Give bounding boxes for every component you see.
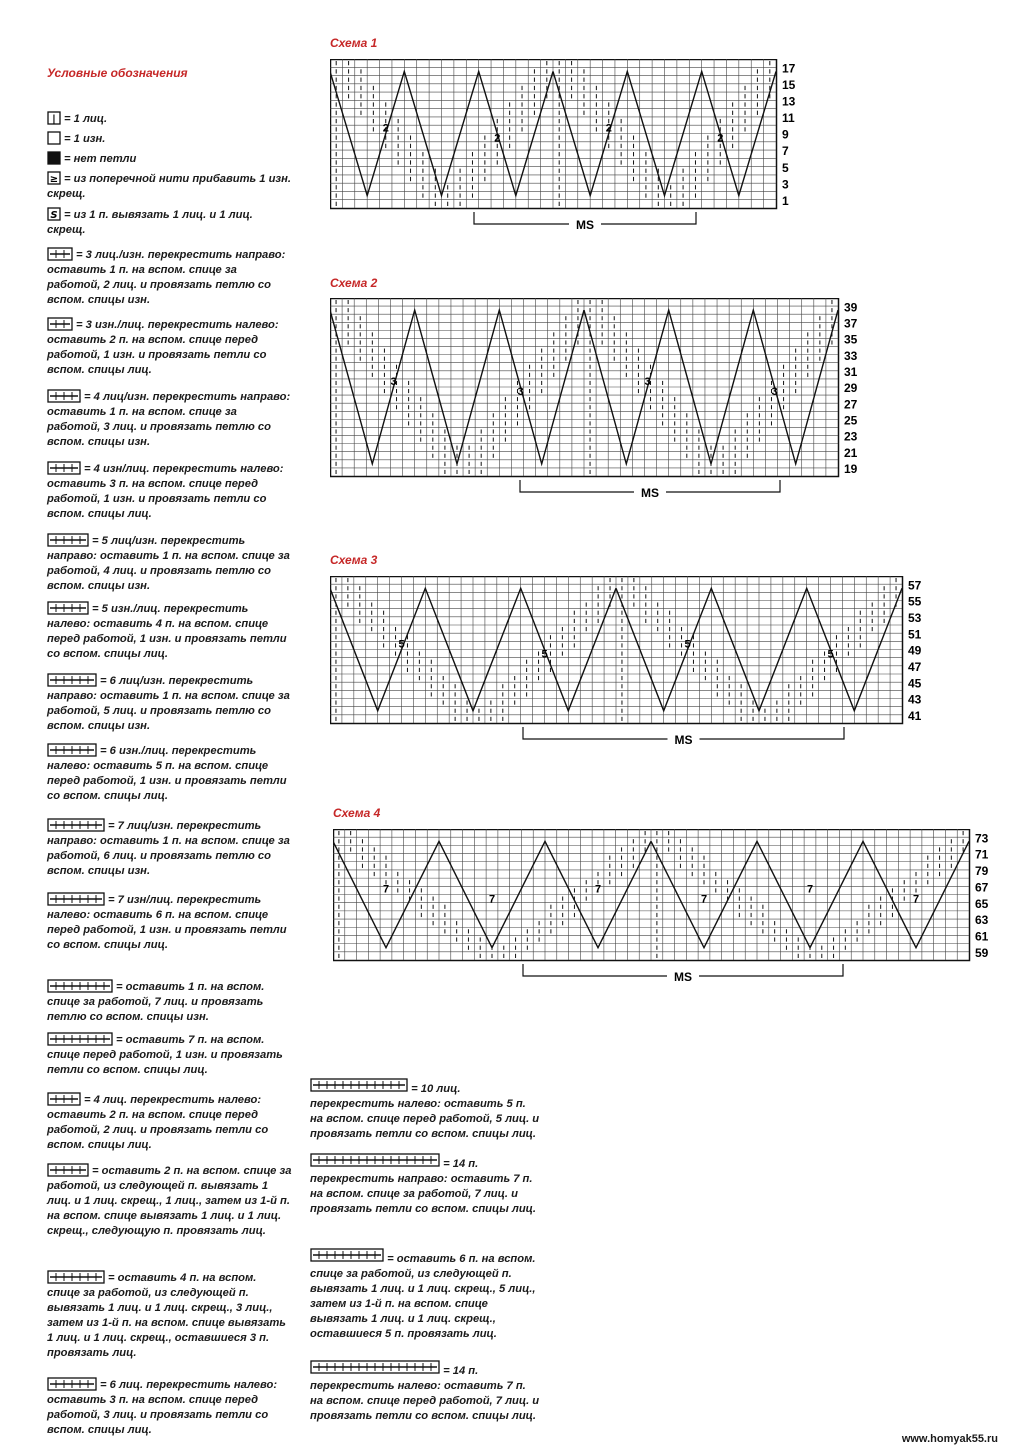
row-number: 27 [844,397,858,412]
row-number: 13 [782,94,796,109]
legend-item-text: = 7 изн/лиц. перекрестить налево: оставить 6 п. на вспом. спице перед работой, 1 изн. и провязать петли со вспом. спицы лиц. [47,894,287,951]
cable-count-label: 3 [517,386,524,398]
legend-item-text: = 4 изн/лиц. перекрестить налево: оставить 3 п. на вспом. спице перед работой, 1 изн. и провязать петли со вспом. спицы лиц. [47,463,284,520]
cross-3-right-icon [47,247,73,261]
legend-item [47,1377,292,1438]
row-number: 25 [844,413,858,428]
legend-item [47,979,292,1025]
legend-item [47,818,292,879]
row-number: 61 [975,929,989,944]
legend-item-text: = 6 лиц/изн. перекрестить направо: оставить 1 п. на вспом. спице за работой, 5 лиц. и провязать петлю со вспом. спицы изн. [47,675,290,732]
row-number: 5 [782,160,789,175]
cable-inc-5-icon [47,1270,105,1284]
row-number: 65 [975,896,989,911]
row-number: 35 [844,332,858,347]
legend-item [47,1163,292,1239]
cable-inc-3-icon [47,1163,89,1177]
row-number: 55 [908,594,922,609]
cross-7-left-icon [47,892,105,906]
legend-item [47,247,292,308]
legend-item-text: = оставить 2 п. на вспом. спице за работой, из следующей п. вывязать 1 лиц. и 1 лиц. скрещ., 1 лиц., затем из 1-й п. на вспом. спице вывязать 1 лиц. и 1 лиц. скрещ., следующую п. провязать лиц. [47,1165,292,1237]
legend-item-text: = оставить 7 п. на вспом. спице перед работой, 1 изн. и провязать петли со вспом. спицы лиц. [47,1034,283,1076]
row-number: 59 [975,945,989,960]
cable-count-label: 7 [912,893,920,906]
row-number: 15 [782,78,796,93]
cable-count-label: 3 [390,376,397,388]
cable-count-label: 2 [605,122,612,135]
row-number: 21 [844,445,858,460]
legend-item [47,317,292,378]
legend-item [310,1360,540,1424]
row-number: 29 [844,381,858,396]
legend-item [47,207,292,238]
row-number: 17 [782,61,796,76]
legend-item [47,131,292,147]
cable-count-label: 5 [827,648,834,661]
cross-7-right-icon [47,818,105,832]
legend-item-text: = 1 лиц. [64,113,108,125]
cable-6-left-icon [47,1377,97,1391]
legend-item [47,743,292,804]
legend-item-text: = 6 лиц. перекрестить налево: оставить 3 п. на вспом. спице перед работой, 3 лиц. и провязать петли со вспом. спицы лиц. [47,1379,278,1436]
legend-item-text: = 10 лиц. перекрестить налево: оставить 5 п. на вспом. спице перед работой, 5 лиц. и провязать петли со вспом. спицы лиц. [310,1083,540,1140]
ms-label: MS [641,486,659,500]
row-number: 41 [908,709,922,724]
chart-frame [334,830,970,961]
row-number: 9 [782,127,789,142]
svg-text:Ѕ: Ѕ [50,210,58,221]
cable-count-label: 7 [806,883,814,896]
legend-title: Условные обозначения [47,66,188,80]
row-number: 43 [908,692,922,707]
row-number: 3 [782,177,789,192]
ms-label: MS [674,733,693,747]
legend-item-text: = 4 лиц. перекрестить налево: оставить 2 п. на вспом. спице перед работой, 2 лиц. и провязать петли со вспом. спицы лиц. [47,1094,269,1151]
cable-count-label: 5 [684,638,691,651]
scheme-3-grid [330,576,962,768]
cross-3-left-icon [47,317,73,331]
legend-item [47,1270,292,1361]
cable-count-label: 2 [382,122,389,135]
row-number: 47 [908,660,922,675]
legend-item-text: = оставить 1 п. на вспом. спице за работой, 7 лиц. и провязать петлю со вспом. спицы изн. [47,981,265,1023]
chart-svg [330,59,836,248]
row-number: 79 [975,864,989,879]
knit-icon [47,111,61,125]
svg-text:≥: ≥ [49,174,59,185]
ms-label: MS [674,970,692,984]
cable-count-label: 3 [771,386,778,398]
legend-item-text: = 4 лиц/изн. перекрестить направо: оставить 1 п. на вспом. спице за работой, 3 лиц. и провязать петлю со вспом. спицы изн. [47,391,291,448]
row-number: 31 [844,365,858,380]
legend-item-text: = 7 лиц/изн. перекрестить направо: оставить 1 п. на вспом. спице за работой, 6 лиц. и провязать петлю со вспом. спицы изн. [47,820,290,877]
legend-item-text: = из поперечной нити прибавить 1 изн. скрещ. [47,173,292,200]
row-number: 53 [908,611,922,626]
cable-count-label: 7 [594,883,602,896]
row-number: 45 [908,676,922,691]
legend-item-text: = 1 изн. [64,133,106,145]
cable-inc-7-icon [310,1253,384,1265]
scheme-2-title: Схема 2 [330,276,378,290]
row-number: 11 [782,111,795,126]
row-number: 57 [908,578,922,593]
legend-item [47,1032,292,1078]
cross-4-left-icon [47,461,81,475]
legend-item [47,389,292,450]
legend-item-text: = 6 изн./лиц. перекрестить налево: оставить 5 п. на вспом. спице перед работой, 1 изн. и провязать петли со вспом. спицы лиц. [47,745,287,802]
chart-frame [331,299,839,477]
row-number: 33 [844,348,858,363]
scheme-3-title: Схема 3 [330,553,378,567]
legend-item-text: = из 1 п. вывязать 1 лиц. и 1 лиц. скрещ. [47,209,253,236]
row-number: 63 [975,913,989,928]
row-number: 23 [844,429,858,444]
legend-item [47,461,292,522]
legend-item [47,601,292,662]
legend-item [47,673,292,734]
svg-text:|: | [52,114,56,125]
cross-8-right-icon [47,979,113,993]
no-stitch-icon [47,151,61,165]
inc-1-1-icon [47,207,61,221]
legend-item-text: = 14 п. перекрестить направо: оставить 7 п. на вспом. спице за работой, 7 лиц. и провязать петли со вспом. спицы лиц. [310,1158,537,1215]
chart-svg [330,298,898,516]
scheme-2-grid [330,298,898,521]
legend-item [47,171,292,202]
legend-item-text: = 3 изн./лиц. перекрестить налево: оставить 2 п. на вспом. спице перед работой, 1 изн. и провязать петли со вспом. спицы лиц. [47,319,279,376]
chart-frame [331,60,777,209]
cable-14-right-icon [310,1158,440,1170]
row-number: 51 [908,627,922,642]
legend-item-text: = 3 лиц./изн. перекрестить направо: оставить 1 п. на вспом. спице за работой, 2 лиц. и провязать петлю со вспом. спицы изн. [47,249,286,306]
cross-6-right-icon [47,673,97,687]
chart-svg [330,576,962,763]
row-number: 39 [844,300,858,315]
cable-count-label: 3 [644,376,651,388]
cable-10-left-icon [310,1083,408,1095]
legend-item-text: = 5 изн./лиц. перекрестить налево: оставить 4 п. на вспом. спице перед работой, 1 изн. и провязать петли со вспом. спицы лиц. [47,603,287,660]
cable-count-label: 2 [717,132,724,145]
cable-count-label: 7 [700,893,708,906]
row-number: 19 [844,462,858,477]
legend-item [310,1078,540,1142]
row-number: 67 [975,880,989,895]
scheme-1-grid [330,59,836,253]
cable-count-label: 7 [382,883,390,896]
scheme-4-grid [333,829,1010,1005]
legend-item [47,151,292,167]
row-number: 71 [975,847,989,862]
chart-svg [333,829,1010,1000]
legend-item [47,892,292,953]
cable-count-label: 5 [398,638,405,651]
legend-item-text: = 5 лиц/изн. перекрестить направо: оставить 1 п. на вспом. спице за работой, 4 лиц. и провязать петлю со вспом. спицы изн. [47,535,290,592]
legend-item-text: = оставить 6 п. на вспом. спице за работой, из следующей п. вывязать 1 лиц. и 1 лиц. скрещ., 5 лиц., затем из 1-й п. на вспом. спице вывязать 1 лиц. и 1 лиц. скрещ., оставшиеся 5 п. провязать лиц. [310,1253,536,1340]
watermark: www.homyak55.ru [901,1433,998,1445]
legend-item [47,1092,292,1153]
cross-5-right-icon [47,533,89,547]
cross-4-right-icon [47,389,81,403]
row-number: 37 [844,316,858,331]
cable-count-label: 5 [541,648,548,661]
legend-item-text: = оставить 4 п. на вспом. спице за работой, из следующей п. вывязать 1 лиц. и 1 лиц. скрещ., 3 лиц., затем из 1-й п. на вспом. спице вывязать 1 лиц. и 1 лиц. скрещ., оставшиеся 3 п. провязать лиц. [47,1272,286,1359]
ms-label: MS [576,218,594,232]
row-number: 7 [782,144,789,159]
row-number: 73 [975,831,989,846]
scheme-1-title: Схема 1 [330,36,378,50]
cable-count-label: 7 [488,893,496,906]
cross-6-left-icon [47,743,97,757]
legend-item-text: = нет петли [64,153,137,165]
cable-count-label: 2 [494,132,501,145]
legend-item [310,1153,540,1217]
row-number: 1 [782,193,789,208]
cable-14-left-icon [310,1365,440,1377]
row-number: 49 [908,643,922,658]
legend-item-text: = 14 п. перекрестить налево: оставить 7 п. на вспом. спице перед работой, 7 лиц. и провязать петли со вспом. спицы лиц. [310,1365,540,1422]
cross-8-left-icon [47,1032,113,1046]
legend-item [47,111,292,127]
cross-5-left-icon [47,601,89,615]
legend-item [47,533,292,594]
chart-frame [331,577,903,724]
legend-item [310,1248,540,1342]
purl-icon [47,131,61,145]
cable-4-left-icon [47,1092,81,1106]
make-purl-icon [47,171,61,185]
scheme-4-title: Схема 4 [333,806,381,820]
